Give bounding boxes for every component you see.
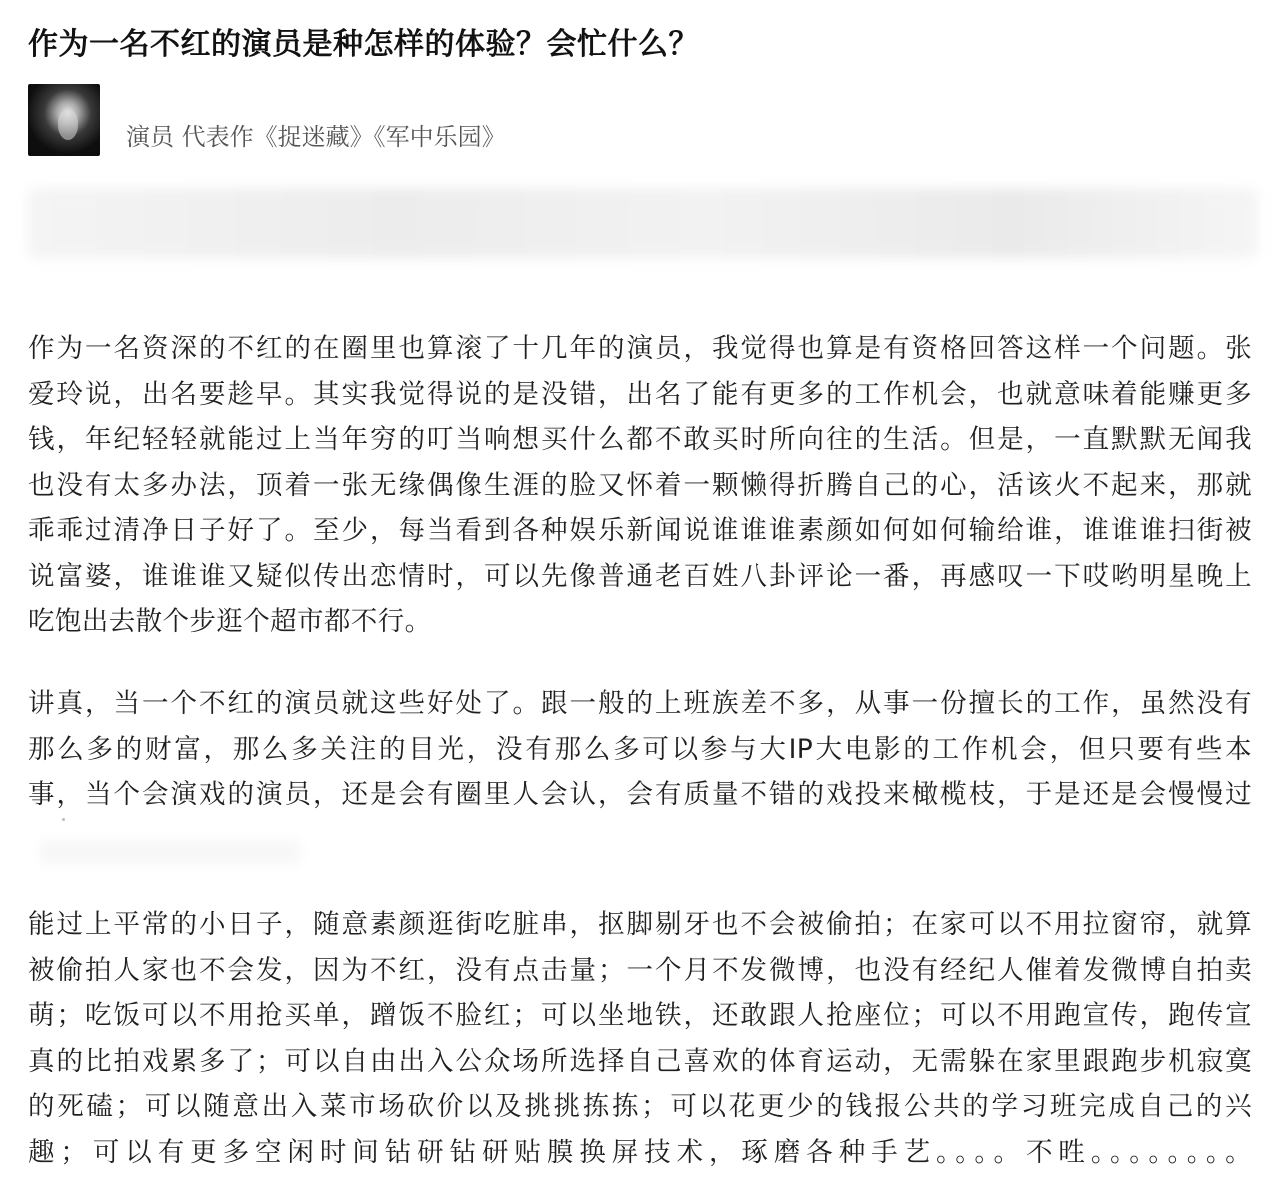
author-description: 演员 代表作《捉迷藏》《军中乐园》 [126,123,506,151]
paragraph-line: 被偷拍人家也不会发，因为不红，没有点击量；一个月不发微博，也没有经纪人催着发微博自拍卖 [28,954,1252,986]
paragraph-line: 乖乖过清净日子好了。至少，每当看到各种娱乐新闻说谁谁谁素颜如何如何输给谁，谁谁谁扫街被 [28,515,1252,546]
question-title[interactable]: 作为一名不红的演员是种怎样的体验？会忙什么？ [28,27,699,62]
answer-paragraph [28,902,1252,1175]
paragraph-line: 作为一名资深的不红的在圈里也算滚了十几年的演员，我觉得也算是有资格回答这样一个问题。张 [28,333,1252,364]
paragraph-line: 萌；吃饭可以不用抢买单，蹭饭不脸红；可以坐地铁，还敢跟人抢座位；可以不用跑宣传，跑传宣 [28,1000,1252,1031]
paragraph-line: 的死磕；可以随意出入菜市场砍价以及挑挑拣拣；可以花更少的钱报公共的学习班完成自己的兴 [28,1091,1252,1122]
paragraph-line: 也没有太多办法，顶着一张无缘偶像生涯的脸又怀着一颗懒得折腾自己的心，活该火不起来，那就 [28,469,1252,501]
paragraph-line: 说富婆，谁谁谁又疑似传出恋情时，可以先像普通老百姓八卦评论一番，再感叹一下哎哟明星晚上 [28,560,1252,592]
paragraph-line: 事，当个会演戏的演员，还是会有圈里人会认，会有质量不错的戏投来橄榄枝，于是还是会慢慢过 [28,779,1252,810]
paragraph-line: 趣；可以有更多空闲时间钻研钻研贴膜换屏技术，琢磨各种手艺。。。。不甠。。。。。。。。 [28,1136,1252,1168]
paragraph-line: 钱，年纪轻轻就能过上当年穷的叮当响想买什么都不敢买时所向往的生活。但是，一直默默无闻我 [28,424,1252,455]
paragraph-line: 爱玲说，出名要趁早。其实我觉得说的是没错，出名了能有更多的工作机会，也就意味着能赚更多 [28,378,1252,410]
paragraph-line: 真的比拍戏累多了；可以自由出入公众场所选择自己喜欢的体育运动，无需躲在家里跟跑步机寂寞 [28,1045,1252,1077]
paragraph-line: 那么多的财富，那么多关注的目光，没有那么多可以参与大IP大电影的工作机会，但只要有些本 [28,733,1252,765]
image-placeholder-dot [62,818,65,821]
paragraph-line: 讲真，当一个不红的演员就这些好处了。跟一般的上班族差不多，从事一份擅长的工作，虽然没有 [28,688,1252,719]
blurred-region [40,840,300,864]
blurred-region [28,188,1258,258]
paragraph-line: 能过上平常的小日子，随意素颜逛街吃脏串，抠脚剔牙也不会被偷拍；在家可以不用拉窗帘，就算 [28,909,1252,940]
avatar[interactable] [28,84,100,156]
author-info [28,84,1248,158]
answer-paragraph [28,681,1252,818]
answer-paragraph [28,326,1252,645]
paragraph-line: 吃饱出去散个步逛个超市都不行。 [28,606,432,637]
